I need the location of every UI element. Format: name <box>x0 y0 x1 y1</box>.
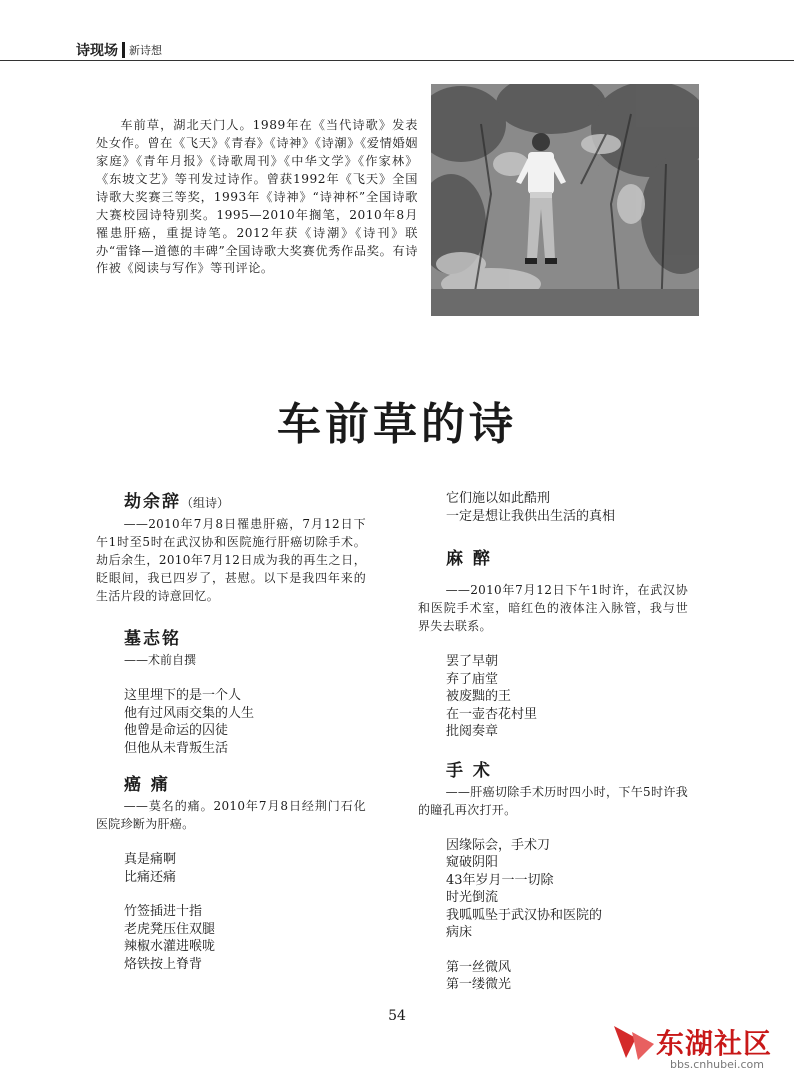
series-title-text: 劫余辞 <box>124 492 181 512</box>
poem-line: 罢了早朝 <box>446 654 499 669</box>
poem-line: 时光倒流 <box>446 890 499 905</box>
poem-line: 在一壶杏花村里 <box>446 706 538 722</box>
poem-line: 比痛还痛 <box>124 869 177 885</box>
poem-line: 病床 <box>446 925 473 940</box>
poem-line: 窥破阴阳 <box>446 855 499 870</box>
poem-line: 第一丝微风 <box>446 959 512 975</box>
left-column <box>96 490 366 973</box>
poem-line: 我呱呱坠于武汉协和医院的 <box>446 907 603 923</box>
poem-line: 竹签插进十指 <box>124 904 203 919</box>
series-tag: （组诗） <box>181 496 230 510</box>
poem-line: 弃了庙堂 <box>446 671 499 687</box>
poem-line: 老虎凳压住双腿 <box>124 921 216 937</box>
header-rule <box>0 60 794 61</box>
right-column <box>418 490 688 994</box>
page-header <box>76 40 162 60</box>
poem-line: 43年岁月一一切除 <box>446 872 554 888</box>
poem-line: 它们施以如此酷刑 <box>446 491 551 506</box>
cancer-pain-stanza-2 <box>96 903 366 973</box>
page-number: 54 <box>388 1008 406 1024</box>
poem-line: 因缘际会，手术刀 <box>446 837 551 853</box>
author-bio: 车前草，湖北天门人。1989年在《当代诗歌》发表处女作。曾在《飞天》《青春》《诗神》《诗潮》《爱情婚姻家庭》《青年月报》《诗歌周刊》《中华文学》《作家林》《东坡文艺》等刊发过诗作。曾获1992年《飞天》全国诗歌大奖赛三等奖，1993年《诗神》“诗神杯”全国诗歌大赛校园诗特别奖。1995—2010年搁笔，2010年8月罹患肝癌，重提诗笔。2012年获《诗潮》《诗刊》联办“雷锋—道德的丰碑”全国诗歌大奖赛优秀作品奖。有诗作被《阅读与写作》等刊评论。 <box>96 118 418 276</box>
series-title <box>96 490 366 515</box>
anesthesia-intro: ——2010年7月12日下午1时许，在武汉协和医院手术室，暗红色的液体注入脉管，我与世界失去联系。 <box>418 583 688 633</box>
epitaph-stanza <box>96 687 366 757</box>
author-photo <box>431 84 699 316</box>
anesthesia-stanza <box>418 653 688 741</box>
watermark-mark-icon <box>612 1022 656 1062</box>
epitaph-inscription: ——术前自撰 <box>124 653 197 667</box>
subsection-label: 新诗想 <box>129 44 162 57</box>
header-divider <box>122 42 125 58</box>
surgery-intro: ——肝癌切除手术历时四小时，下午5时许我的瞳孔再次打开。 <box>418 784 688 817</box>
watermark-logo[interactable] <box>612 1020 788 1072</box>
poem-title-epitaph: 墓志铭 <box>124 629 181 649</box>
cancer-pain-continuation <box>418 490 688 525</box>
main-title: 车前草的诗 <box>277 399 517 450</box>
poem-line: 第一缕微光 <box>446 977 512 992</box>
poem-line: 辣椒水灌进喉咙 <box>124 939 216 954</box>
poem-line: 他有过风雨交集的人生 <box>124 705 255 721</box>
poem-title-anesthesia: 麻 醉 <box>446 549 492 569</box>
watermark-name: 东湖社区 <box>656 1027 773 1060</box>
poem-line: 但他从未背叛生活 <box>124 740 229 756</box>
series-intro: ——2010年7月8日罹患肝癌，7月12日下午1时至5时在武汉协和医院施行肝癌切除手术。劫后余生，2010年7月12日成为我的再生之日，眨眼间，我已四岁了，甚慰。以下是我四年来的生活片段的诗意回忆。 <box>96 517 366 603</box>
poem-line: 被废黜的王 <box>446 689 512 704</box>
author-photo-image <box>431 84 699 316</box>
watermark-url: bbs.cnhubei.com <box>670 1058 764 1071</box>
surgery-stanza-1 <box>418 837 688 942</box>
cancer-pain-intro: ——莫名的痛。2010年7月8日经荆门石化医院珍断为肝癌。 <box>96 799 366 831</box>
cancer-pain-stanza-1 <box>96 851 366 886</box>
poem-line: 烙铁按上脊背 <box>124 956 203 972</box>
poem-line: 真是痛啊 <box>124 852 177 867</box>
poem-line: 他曾是命运的囚徒 <box>124 723 229 738</box>
poem-title-surgery: 手 术 <box>446 760 492 781</box>
poem-title-cancer-pain: 癌 痛 <box>124 775 170 795</box>
surgery-stanza-2 <box>418 959 688 994</box>
poem-line: 一定是想让我供出生活的真相 <box>446 508 616 524</box>
section-label: 诗现场 <box>76 43 118 59</box>
poem-line: 批阅奏章 <box>446 724 499 739</box>
poem-line: 这里埋下的是一个人 <box>124 688 242 703</box>
